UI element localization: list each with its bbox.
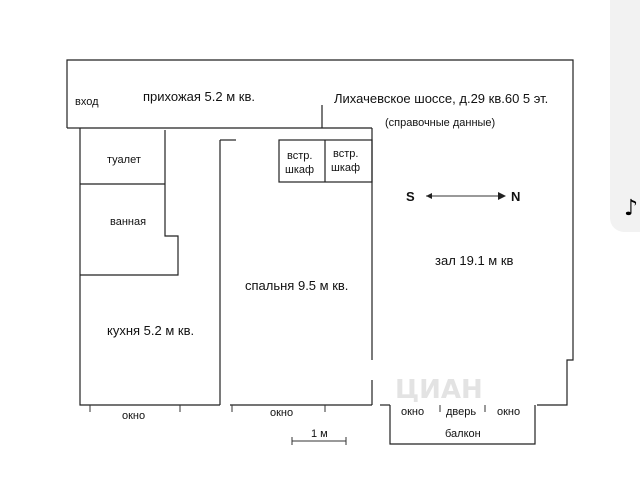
bathroom-label: ванная bbox=[110, 216, 147, 228]
closet-2-line-2: шкаф bbox=[331, 162, 361, 174]
window-kitchen-label: окно bbox=[122, 410, 146, 422]
kitchen-label: кухня 5.2 м кв. bbox=[107, 323, 195, 338]
bedroom-label: спальня 9.5 м кв. bbox=[245, 278, 349, 293]
tiktok-icon[interactable]: ♪ bbox=[624, 196, 639, 221]
window-hall-left-label: окно bbox=[401, 406, 425, 418]
hallway-label: прихожая 5.2 м кв. bbox=[143, 89, 255, 104]
balcony-label: балкон bbox=[445, 428, 481, 440]
compass-arrow-tail bbox=[426, 193, 432, 199]
note-label: (справочные данные) bbox=[385, 117, 496, 129]
entrance-label: вход bbox=[75, 96, 99, 108]
compass-south: S bbox=[406, 189, 415, 204]
compass-north: N bbox=[511, 189, 521, 204]
window-hall-right-label: окно bbox=[497, 406, 521, 418]
compass-arrow-icon bbox=[498, 192, 506, 200]
balcony-door-label: дверь bbox=[446, 406, 477, 418]
watermark: ЦИАН bbox=[395, 375, 483, 405]
closet-1-line-2: шкаф bbox=[285, 164, 315, 176]
walls bbox=[67, 60, 573, 444]
address-label: Лихачевское шоссе, д.29 кв.60 5 эт. bbox=[334, 91, 549, 106]
closet-1-line-1: встр. bbox=[287, 150, 313, 162]
hall-label: зал 19.1 м кв bbox=[435, 253, 514, 268]
scale-label: 1 м bbox=[311, 428, 328, 440]
closet-2-line-1: встр. bbox=[333, 148, 359, 160]
window-bedroom-label: окно bbox=[270, 407, 294, 419]
toilet-label: туалет bbox=[107, 154, 141, 166]
